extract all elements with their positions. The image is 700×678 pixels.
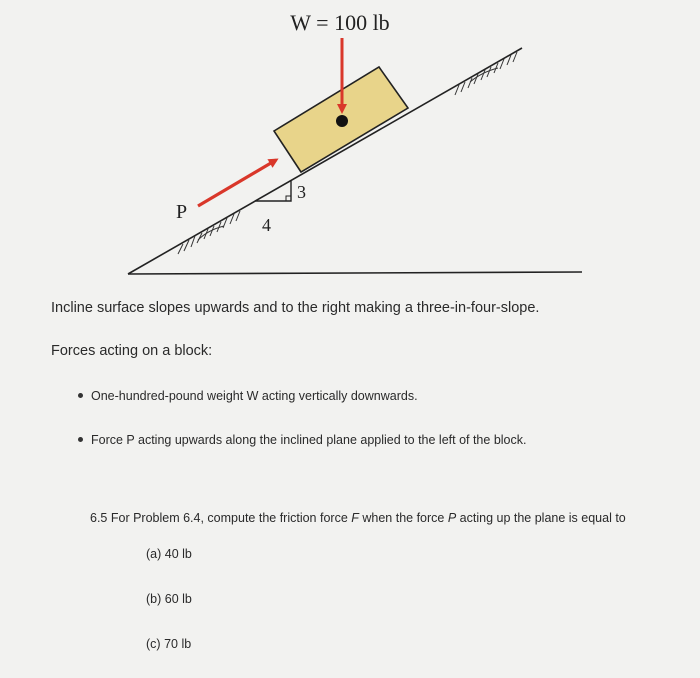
forces-heading: Forces acting on a block: <box>51 343 213 359</box>
option-b <box>146 592 192 606</box>
incline-diagram <box>0 0 700 300</box>
incline-description: Incline surface slopes upwards and to the right making a three-in-four-slope. <box>51 300 540 316</box>
force-p-arrow <box>198 160 276 206</box>
ground-line <box>128 272 582 274</box>
problem-text-3: acting up the plane is equal to <box>456 511 626 525</box>
friction-symbol: F <box>351 511 359 525</box>
bullet-text: One-hundred-pound weight W acting vertically downwards. <box>91 389 418 403</box>
center-of-gravity-dot <box>336 115 348 127</box>
option-value: 40 lb <box>164 547 192 561</box>
incline-line <box>128 48 522 274</box>
force-p-label: P <box>176 201 188 223</box>
option-value: 70 lb <box>164 637 192 651</box>
problem-statement <box>90 511 626 525</box>
slope-right-angle-mark <box>286 196 291 201</box>
problem-text-1: For Problem 6.4, compute the friction force <box>107 511 352 525</box>
hatch-upper <box>455 52 517 95</box>
slope-run-label: 4 <box>262 215 271 235</box>
problem-text-2: when the force <box>358 511 448 525</box>
force-symbol: P <box>447 511 457 525</box>
slope-rise-label: 3 <box>297 182 306 202</box>
bullet-item-weight <box>78 389 418 403</box>
option-label: (a) <box>146 547 162 561</box>
option-c <box>146 637 191 651</box>
weight-label: W = 100 lb <box>290 10 390 35</box>
option-label: (b) <box>146 592 162 606</box>
bullet-item-force <box>78 433 526 447</box>
option-a <box>146 547 192 561</box>
option-label: (c) <box>146 637 161 651</box>
hatch-lower <box>178 211 240 254</box>
problem-number: 6.5 <box>90 511 108 525</box>
bullet-icon <box>78 393 83 398</box>
bullet-icon <box>78 437 83 442</box>
option-value: 60 lb <box>164 592 192 606</box>
bullet-text: Force P acting upwards along the inclined plane applied to the left of the block. <box>91 433 527 447</box>
